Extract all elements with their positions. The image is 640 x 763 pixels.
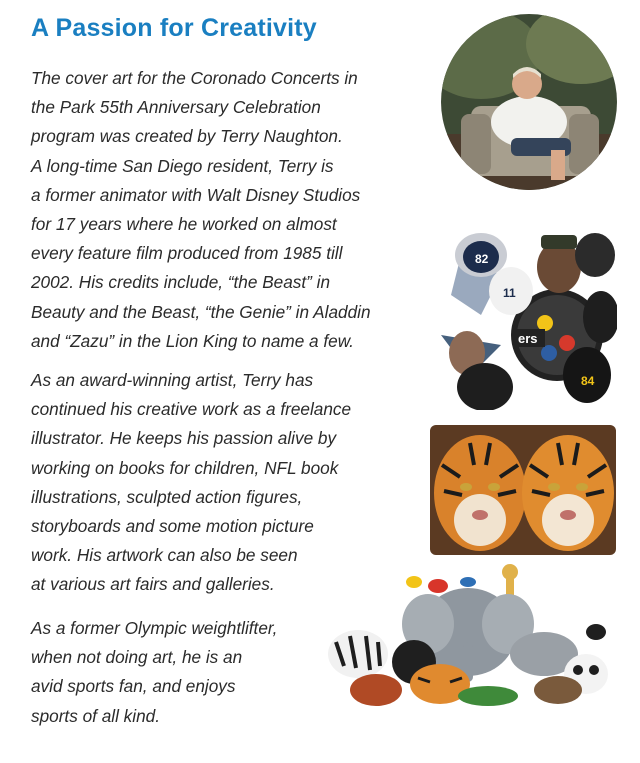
text-line: continued his creative work as a freelance xyxy=(31,399,352,420)
tiger-left xyxy=(434,435,526,551)
text-line: illustrator. He keeps his passion alive by xyxy=(31,428,337,449)
text-line: sports of all kind. xyxy=(31,705,160,726)
collage-jersey-number: 82 xyxy=(475,252,489,266)
text-line: working on books for children, NFL book xyxy=(31,457,339,478)
text-line: work. His artwork can also be seen xyxy=(31,545,298,566)
text-line: when not doing art, he is an xyxy=(31,647,243,668)
text-line: 2002. His credits include, “the Beast” in xyxy=(31,272,331,293)
collage-jersey-number: 84 xyxy=(581,374,595,388)
text-line: and “Zazu” in the Lion King to name a few. xyxy=(31,330,354,351)
text-line: Beauty and the Beast, “the Genie” in Aladdin xyxy=(31,301,371,322)
text-line: program was created by Terry Naughton. xyxy=(31,126,343,147)
paragraph-sports xyxy=(31,614,331,731)
text-line: A long-time San Diego resident, Terry is xyxy=(31,155,334,176)
text-line: the Park 55th Anniversary Celebration xyxy=(31,97,321,118)
text-line: at various art fairs and galleries. xyxy=(31,574,275,595)
text-line: storyboards and some motion picture xyxy=(31,516,314,537)
tigers-painting xyxy=(430,425,616,555)
text-line: As an award-winning artist, Terry has xyxy=(31,370,314,390)
collage-banner-text: ers xyxy=(518,331,538,346)
artist-portrait-photo xyxy=(441,14,617,190)
text-line: The cover art for the Coronado Concerts in xyxy=(31,68,358,88)
text-line: every feature film produced from 1985 till xyxy=(31,243,343,264)
paragraph-intro xyxy=(31,64,431,356)
text-line: for 17 years where he worked on almost xyxy=(31,214,337,235)
article-title: A Passion for Creativity xyxy=(31,14,317,42)
text-line: As a former Olympic weightlifter, xyxy=(31,618,278,638)
text-line: a former animator with Walt Disney Studios xyxy=(31,184,361,205)
nfl-illustration-collage xyxy=(441,225,617,410)
text-line: avid sports fan, and enjoys xyxy=(31,676,236,697)
cartoon-animals-illustration xyxy=(318,562,618,712)
text-line: illustrations, sculpted action figures, xyxy=(31,486,303,507)
collage-jersey-number: 11 xyxy=(503,286,516,300)
tiger-right xyxy=(522,435,614,551)
